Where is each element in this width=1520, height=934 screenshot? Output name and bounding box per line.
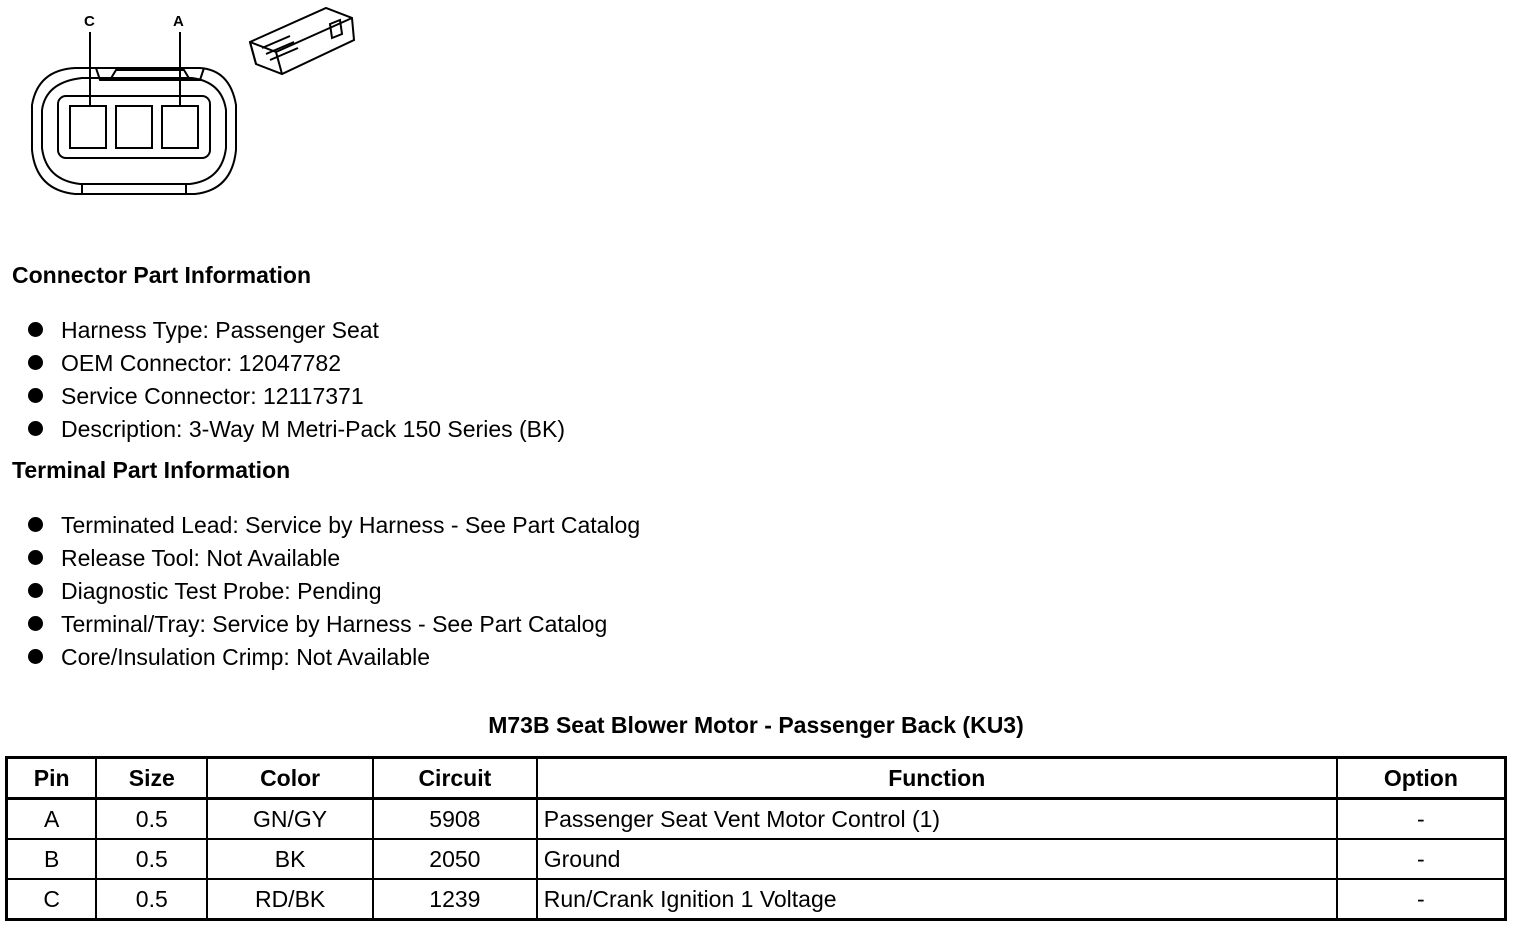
cell-option: - bbox=[1337, 799, 1506, 840]
bullet-icon bbox=[28, 583, 43, 598]
pinout-table bbox=[5, 756, 1507, 921]
connector-diagram bbox=[0, 0, 380, 210]
table-title: M73B Seat Blower Motor - Passenger Back (KU3) bbox=[488, 712, 1024, 738]
connector-housing-outline bbox=[32, 68, 236, 194]
cell-circuit: 2050 bbox=[373, 839, 537, 879]
list-item: Service Connector: 12117371 bbox=[28, 382, 565, 415]
cell-option: - bbox=[1337, 839, 1506, 879]
cell-option: - bbox=[1337, 879, 1506, 920]
table-row bbox=[7, 839, 1506, 879]
list-item: Harness Type: Passenger Seat bbox=[28, 316, 565, 349]
pin-label-a: A bbox=[173, 13, 184, 30]
pin-cavity-c bbox=[70, 106, 106, 148]
pin-cavity-a bbox=[162, 106, 198, 148]
header-function: Function bbox=[537, 758, 1337, 799]
header-option: Option bbox=[1337, 758, 1506, 799]
cell-pin: B bbox=[7, 839, 97, 879]
cell-size: 0.5 bbox=[96, 839, 207, 879]
cell-pin: A bbox=[7, 799, 97, 840]
connector-3d-icon bbox=[250, 8, 354, 74]
cell-function: Ground bbox=[537, 839, 1337, 879]
header-color: Color bbox=[207, 758, 373, 799]
header-size: Size bbox=[96, 758, 207, 799]
list-item: Terminated Lead: Service by Harness - See Part Catalog bbox=[28, 511, 640, 544]
bullet-icon bbox=[28, 616, 43, 631]
list-item: OEM Connector: 12047782 bbox=[28, 349, 565, 382]
cell-pin: C bbox=[7, 879, 97, 920]
table-row bbox=[7, 879, 1506, 920]
header-pin: Pin bbox=[7, 758, 97, 799]
table-row bbox=[7, 799, 1506, 840]
bullet-icon bbox=[28, 649, 43, 664]
cell-size: 0.5 bbox=[96, 879, 207, 920]
header-circuit: Circuit bbox=[373, 758, 537, 799]
pin-cavity-b bbox=[116, 106, 152, 148]
terminal-part-info-list bbox=[28, 511, 640, 676]
connector-part-info-list bbox=[28, 316, 565, 448]
bullet-icon bbox=[28, 388, 43, 403]
cell-function: Run/Crank Ignition 1 Voltage bbox=[537, 879, 1337, 920]
list-item: Description: 3-Way M Metri-Pack 150 Series (BK) bbox=[28, 415, 565, 448]
table-header-row bbox=[7, 758, 1506, 799]
pin-label-c: C bbox=[84, 13, 95, 30]
terminal-part-info-heading: Terminal Part Information bbox=[12, 457, 291, 483]
cell-color: RD/BK bbox=[207, 879, 373, 920]
cell-function: Passenger Seat Vent Motor Control (1) bbox=[537, 799, 1337, 840]
list-item: Terminal/Tray: Service by Harness - See Part Catalog bbox=[28, 610, 640, 643]
bullet-icon bbox=[28, 517, 43, 532]
list-item: Diagnostic Test Probe: Pending bbox=[28, 577, 640, 610]
cell-color: GN/GY bbox=[207, 799, 373, 840]
list-item: Core/Insulation Crimp: Not Available bbox=[28, 643, 640, 676]
cell-color: BK bbox=[207, 839, 373, 879]
cell-size: 0.5 bbox=[96, 799, 207, 840]
cell-circuit: 1239 bbox=[373, 879, 537, 920]
bullet-icon bbox=[28, 421, 43, 436]
connector-part-info-heading: Connector Part Information bbox=[12, 262, 312, 288]
bullet-icon bbox=[28, 550, 43, 565]
list-item: Release Tool: Not Available bbox=[28, 544, 640, 577]
cell-circuit: 5908 bbox=[373, 799, 537, 840]
bullet-icon bbox=[28, 322, 43, 337]
bullet-icon bbox=[28, 355, 43, 370]
